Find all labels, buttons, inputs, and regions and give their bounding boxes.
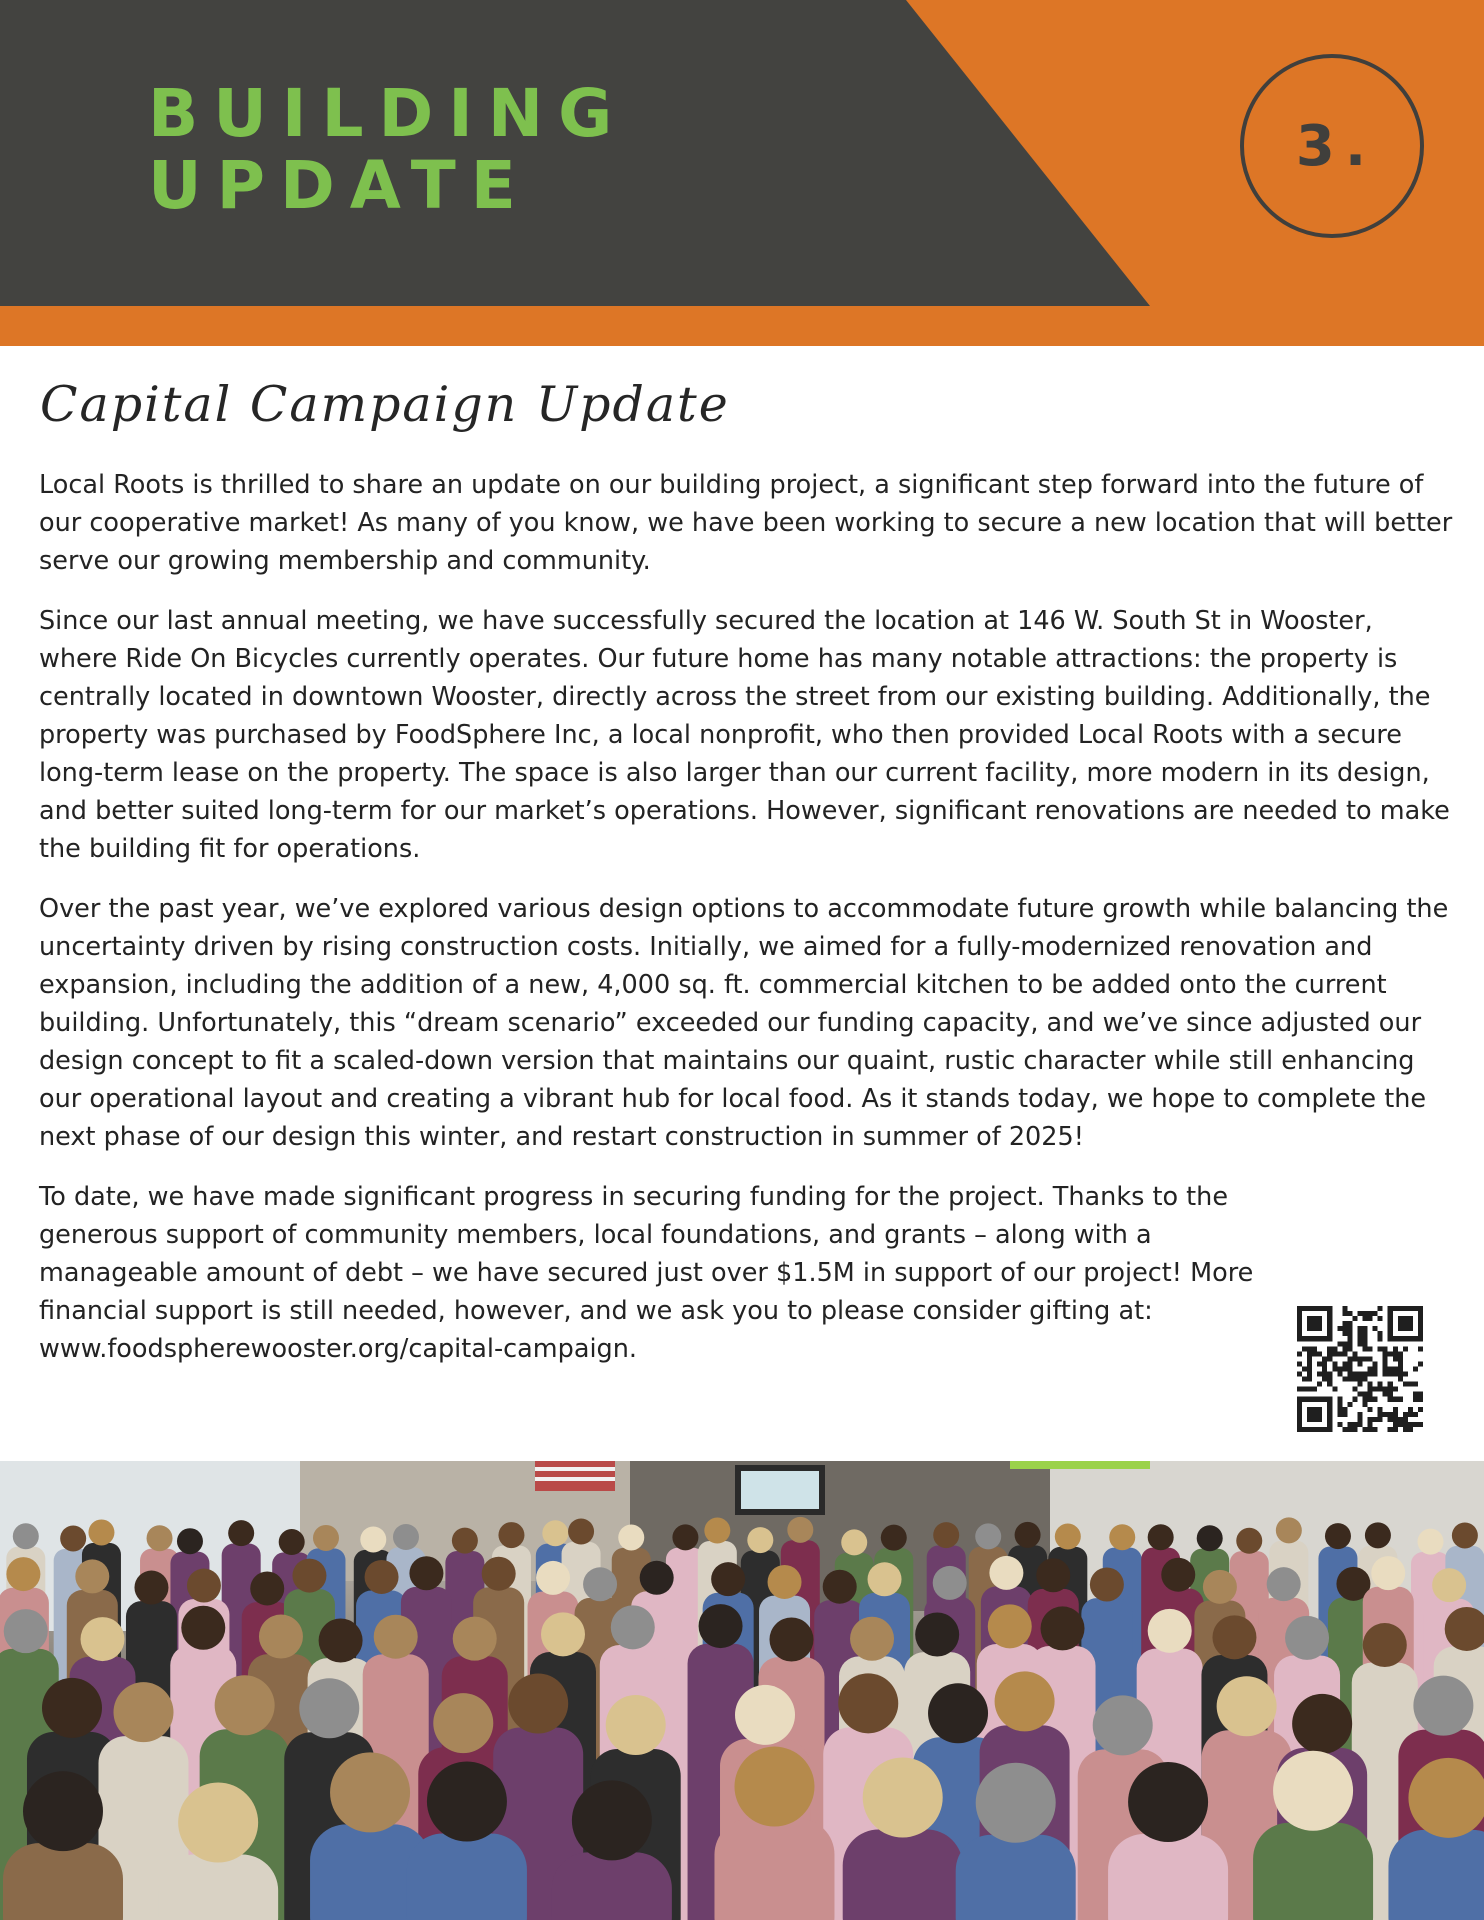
section-heading: Capital Campaign Update: [40, 376, 730, 433]
section-number: 3.: [1295, 113, 1377, 179]
page-title-line1: BUILDING: [148, 75, 628, 152]
paragraph-location: Since our last annual meeting, we have successfully secured the location at 146 W. South St in Wooster, where Ride On Bicycles currently operates. Our future home has many notable attractions: the property is centrally located in downtown Wooster, directly across the street from our existing building. Additionally, the property was purchased by FoodSphere Inc, a local nonprofit, who then provided Local Roots with a secure long-term lease on the property. The space is also larger than our current facility, more modern in its design, and better suited long-term for our market’s operations. However, significant renovations are needed to make the building fit for operations.: [39, 606, 1450, 864]
article-body: [39, 466, 1459, 1390]
paragraph-funding: To date, we have made significant progress in securing funding for the project. Thanks to the generous support of community members, local foundations, and grants – along with a manageable amount of debt – we have secured just over $1.5M in support of our project! More financial support is still needed, however, and we ask you to please consider gifting at: www.foodspherewooster.org/capital-campaign.: [39, 1182, 1254, 1364]
page-title: [148, 75, 628, 224]
paragraph-design: Over the past year, we’ve explored various design options to accommodate future growth while balancing the uncertainty driven by rising construction costs. Initially, we aimed for a fully-modernized renovation and expansion, including the addition of a new, 4,000 sq. ft. commercial kitchen to be added onto the current building. Unfortunately, this “dream scenario” exceeded our funding capacity, and we’ve since adjusted our design concept to fit a scaled-down version that maintains our quaint, rustic character while still enhancing our operational layout and creating a vibrant hub for local food. As it stands today, we hope to complete the next phase of our design this winter, and restart construction in summer of 2025!: [39, 894, 1449, 1152]
event-crowd-photo: [0, 1461, 1484, 1920]
header-band: [0, 0, 1484, 346]
section-number-badge: [1240, 54, 1424, 238]
qr-code-icon[interactable]: [1297, 1306, 1423, 1432]
paragraph-intro: Local Roots is thrilled to share an update on our building project, a significant step forward into the future of our cooperative market! As many of you know, we have been working to secure a new location that will better serve our growing membership and community.: [39, 470, 1453, 576]
page-title-line2: UPDATE: [148, 147, 531, 224]
